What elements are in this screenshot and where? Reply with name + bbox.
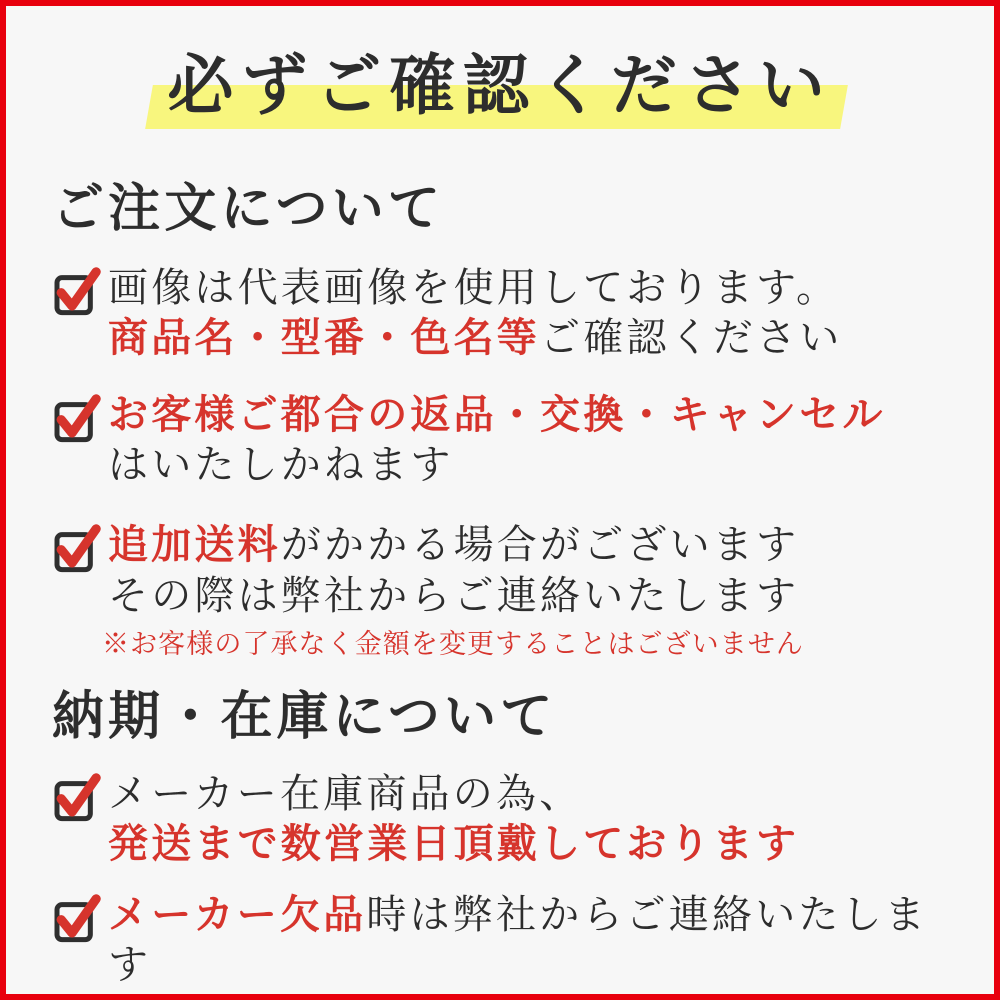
item-segment-emphasis: 商品名・型番・色名等 [108,315,540,361]
item-segment: 画像は代表画像を使用しております。 [108,264,840,310]
item-segment-emphasis: メーカー欠品 [108,891,367,937]
notice-body [52,179,958,991]
checked-checkbox-icon [52,769,102,825]
item-segment-emphasis: 追加送料 [108,522,281,568]
notice-title [167,46,832,129]
item-segment: 時は弊社からご連絡いたします [108,891,929,988]
checked-checkbox-icon [52,390,102,446]
item-line [108,440,886,490]
item-segment: がかかる場合がございます [280,522,800,568]
item-line [108,769,799,819]
item-line [108,263,842,313]
item-line [108,819,799,869]
item-line [108,520,804,570]
item-segment: はいたしかねます [108,442,454,488]
checked-checkbox-icon [52,520,102,576]
item-line [108,571,804,621]
list-item [52,769,958,870]
item-segment: ご確認ください [540,315,843,361]
checked-checkbox-icon [52,263,102,319]
item-segment-emphasis: お客様ご都合の返品・交換・キャンセル [108,391,886,437]
item-line [108,313,842,363]
section-heading-stock: 納期・在庫について [52,688,557,746]
list-item [52,890,958,991]
item-segment: その際は弊社からご連絡いたします [108,572,800,618]
checked-checkbox-icon [52,890,102,946]
list-item [52,263,958,364]
item-text [108,390,886,491]
item-text [108,890,958,991]
item-segment-emphasis: 発送まで数営業日頂戴しております [108,821,800,867]
list-item [52,390,958,491]
item-text [108,263,842,364]
list-item [52,520,958,660]
item-line [108,890,958,991]
item-footnote: ※お客様の了承なく金額を変更することはございません [102,629,804,660]
item-text [102,520,804,660]
section-heading-order: ご注文について [52,180,445,238]
item-segment: メーカー在庫商品の為、 [108,771,583,817]
item-text [108,769,799,870]
item-line [108,390,886,440]
notice-title-text: 必ずご確認ください [167,50,833,123]
